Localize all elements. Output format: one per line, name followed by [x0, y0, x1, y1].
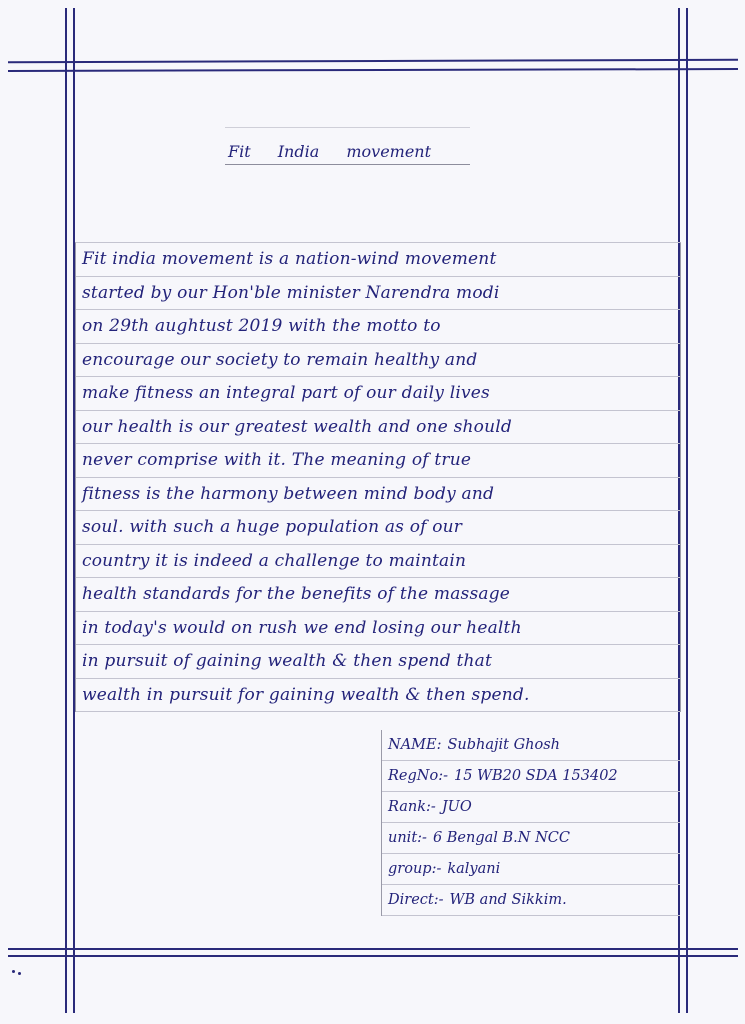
- info-row-name: [382, 730, 680, 761]
- info-row-group: [382, 854, 680, 885]
- left-margin-line-outer: [65, 8, 67, 1013]
- info-value: kalyani: [447, 861, 501, 877]
- info-label: Rank:-: [388, 799, 436, 815]
- info-value: Subhajit Ghosh: [447, 737, 561, 753]
- info-row-regno: [382, 761, 680, 792]
- essay-line: never comprise with it. The meaning of true: [76, 444, 680, 478]
- essay-line: Fit india movement is a nation-wind movement: [76, 243, 680, 277]
- essay-line: fitness is the harmony between mind body and: [76, 478, 680, 512]
- top-margin-line-inner: [8, 68, 738, 72]
- info-label: RegNo:-: [388, 768, 448, 784]
- top-margin-line-outer: [8, 59, 738, 64]
- essay-line: health standards for the benefits of the massage: [76, 578, 680, 612]
- document-title: Fit India movement: [228, 142, 432, 161]
- info-label: group:-: [388, 861, 442, 877]
- essay-line: in today's would on rush we end losing our health: [76, 612, 680, 646]
- info-value: 15 WB20 SDA 153402: [453, 768, 618, 784]
- info-row-unit: [382, 823, 680, 854]
- ink-mark: [18, 972, 21, 975]
- signature-block: [381, 730, 680, 916]
- essay-line: make fitness an integral part of our daily lives: [76, 377, 680, 411]
- essay-line: country it is indeed a challenge to maintain: [76, 545, 680, 579]
- essay-line: in pursuit of gaining wealth & then spend that: [76, 645, 680, 679]
- title-guide-line: [225, 127, 470, 128]
- ink-mark: [12, 970, 15, 973]
- info-label: unit:-: [388, 830, 427, 846]
- info-value: 6 Bengal B.N NCC: [432, 830, 570, 846]
- info-label: NAME:: [388, 737, 442, 753]
- right-margin-line-inner: [686, 8, 688, 1013]
- info-value: JUO: [441, 799, 472, 815]
- essay-line: our health is our greatest wealth and one should: [76, 411, 680, 445]
- essay-line: started by our Hon'ble minister Narendra modi: [76, 277, 680, 311]
- title-underline: [225, 164, 470, 165]
- bottom-margin-line-inner: [8, 955, 738, 957]
- essay-line: on 29th aughtust 2019 with the motto to: [76, 310, 680, 344]
- info-row-direct: [382, 885, 680, 916]
- info-row-rank: [382, 792, 680, 823]
- info-label: Direct:-: [388, 892, 444, 908]
- bottom-margin-line-outer: [8, 948, 738, 950]
- essay-line: soul. with such a huge population as of our: [76, 511, 680, 545]
- essay-body: [75, 242, 681, 712]
- info-value: WB and Sikkim.: [449, 892, 567, 908]
- essay-line: wealth in pursuit for gaining wealth & then spend.: [76, 679, 680, 713]
- essay-line: encourage our society to remain healthy and: [76, 344, 680, 378]
